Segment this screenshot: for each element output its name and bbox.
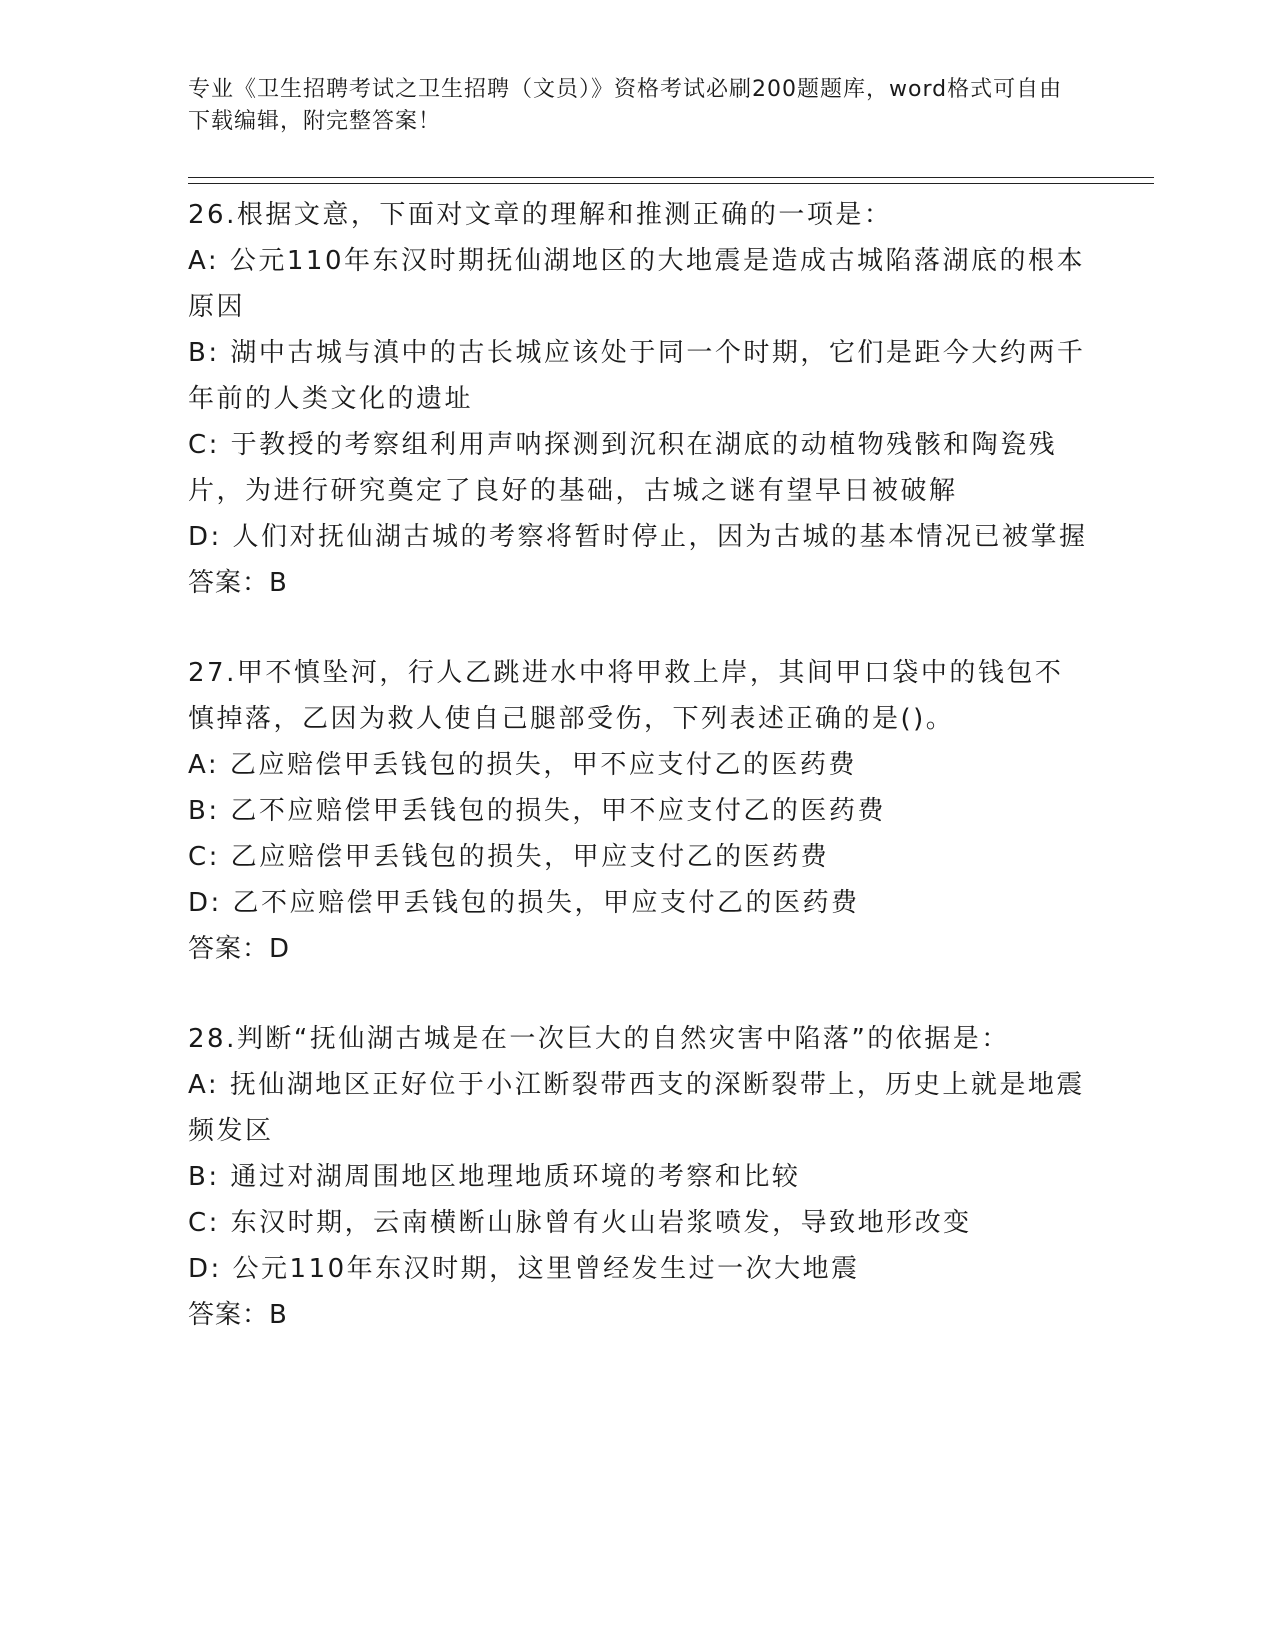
document-header: 专业《卫生招聘考试之卫生招聘（文员）》资格考试必刷200题题库，word格式可自由下载编辑，附完整答案！	[188, 77, 1063, 134]
question-28	[188, 1016, 1088, 1338]
option-b: B: 通过对湖周围地区地理地质环境的考察和比较	[188, 1162, 801, 1192]
option-a: A: 乙应赔偿甲丢钱包的损失，甲不应支付乙的医药费	[188, 750, 857, 780]
answer-label: 答案：D	[188, 934, 291, 964]
question-stem: 27.甲不慎坠河，行人乙跳进水中将甲救上岸，其间甲口袋中的钱包不慎掉落，乙因为救人使自己腿部受伤，下列表述正确的是()。	[188, 658, 1064, 734]
option-d: D: 公元110年东汉时期，这里曾经发生过一次大地震	[188, 1254, 860, 1284]
header-rule-top	[188, 177, 1154, 178]
option-b: B: 湖中古城与滇中的古长城应该处于同一个时期，它们是距今大约两千年前的人类文化的遗址	[188, 338, 1086, 414]
option-c: C: 东汉时期，云南横断山脉曾有火山岩浆喷发，导致地形改变	[188, 1208, 972, 1238]
question-stem: 28.判断“抚仙湖古城是在一次巨大的自然灾害中陷落”的依据是：	[188, 1024, 1010, 1054]
option-b: B: 乙不应赔偿甲丢钱包的损失，甲不应支付乙的医药费	[188, 796, 886, 826]
question-stem: 26.根据文意，下面对文章的理解和推测正确的一项是：	[188, 200, 893, 230]
option-a: A: 抚仙湖地区正好位于小江断裂带西支的深断裂带上，历史上就是地震频发区	[188, 1070, 1085, 1146]
answer-label: 答案：B	[188, 1300, 288, 1330]
option-a: A: 公元110年东汉时期抚仙湖地区的大地震是造成古城陷落湖底的根本原因	[188, 246, 1085, 322]
option-d: D: 人们对抚仙湖古城的考察将暂时停止，因为古城的基本情况已被掌握	[188, 522, 1088, 552]
question-27	[188, 650, 1088, 972]
option-c: C: 于教授的考察组利用声呐探测到沉积在湖底的动植物残骸和陶瓷残片，为进行研究奠定了良好的基础，古城之谜有望早日被破解	[188, 430, 1058, 506]
header-rule-bottom	[188, 183, 1154, 184]
option-c: C: 乙应赔偿甲丢钱包的损失，甲应支付乙的医药费	[188, 842, 830, 872]
option-d: D: 乙不应赔偿甲丢钱包的损失，甲应支付乙的医药费	[188, 888, 860, 918]
answer-label: 答案：B	[188, 568, 288, 598]
question-26	[188, 192, 1088, 606]
question-list	[188, 192, 1088, 1382]
